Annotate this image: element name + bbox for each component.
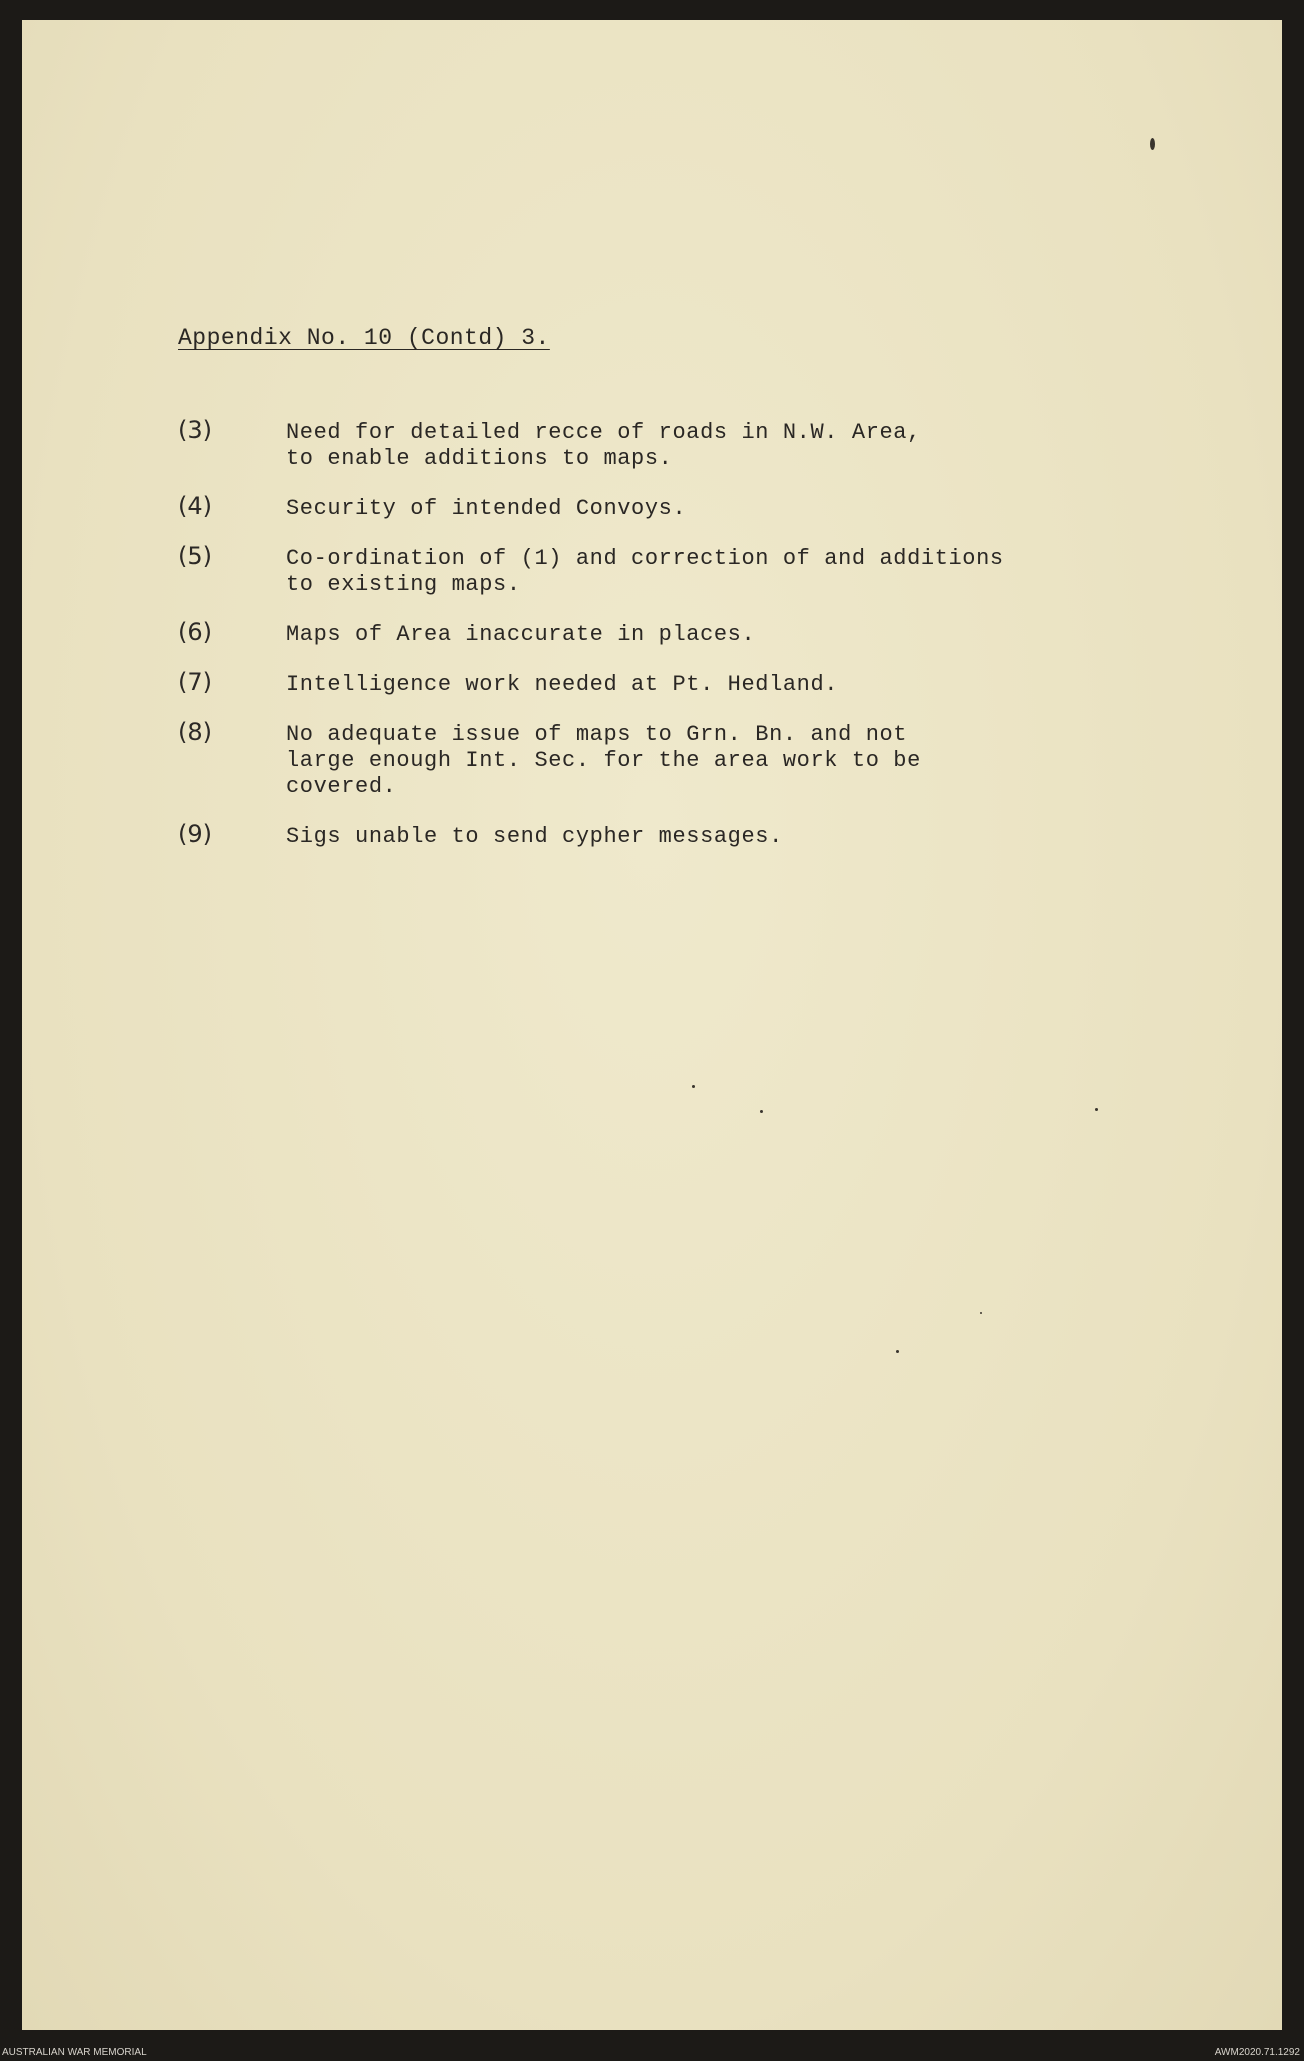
item-number: (8): [178, 718, 212, 746]
item-number: (9): [178, 820, 212, 848]
list-item: [178, 718, 1238, 800]
item-text: No adequate issue of maps to Grn. Bn. and not large enough Int. Sec. for the area work to be covered.: [286, 722, 921, 799]
item-text: Co-ordination of (1) and correction of and additions to existing maps.: [286, 546, 1004, 597]
list-item: [178, 492, 1238, 522]
item-text: Security of intended Convoys.: [286, 496, 687, 521]
item-text: Need for detailed recce of roads in N.W. Area, to enable additions to maps.: [286, 420, 921, 471]
page-heading: Appendix No. 10 (Contd) 3.: [178, 325, 550, 351]
footer-accession-number: AWM2020.71.1292: [1214, 2047, 1300, 2058]
item-list: [178, 416, 1238, 874]
document-page: [22, 20, 1282, 2030]
list-item: [178, 542, 1238, 598]
paper-speck: [1095, 1108, 1098, 1111]
paper-speck: [896, 1350, 899, 1353]
list-item: [178, 618, 1238, 648]
item-text: Sigs unable to send cypher messages.: [286, 824, 783, 849]
list-item: [178, 668, 1238, 698]
list-item: [178, 820, 1238, 850]
item-number: (4): [178, 492, 212, 520]
item-text: Intelligence work needed at Pt. Hedland.: [286, 672, 839, 697]
paper-speck: [1150, 138, 1155, 150]
item-text: Maps of Area inaccurate in places.: [286, 622, 756, 647]
paper-speck: [760, 1110, 763, 1113]
item-number: (3): [178, 416, 212, 444]
paper-speck: [980, 1312, 982, 1314]
paper-speck: [692, 1085, 695, 1088]
footer-institution: AUSTRALIAN WAR MEMORIAL: [2, 2047, 147, 2058]
item-number: (6): [178, 618, 212, 646]
item-number: (5): [178, 542, 212, 570]
list-item: [178, 416, 1238, 472]
item-number: (7): [178, 668, 212, 696]
